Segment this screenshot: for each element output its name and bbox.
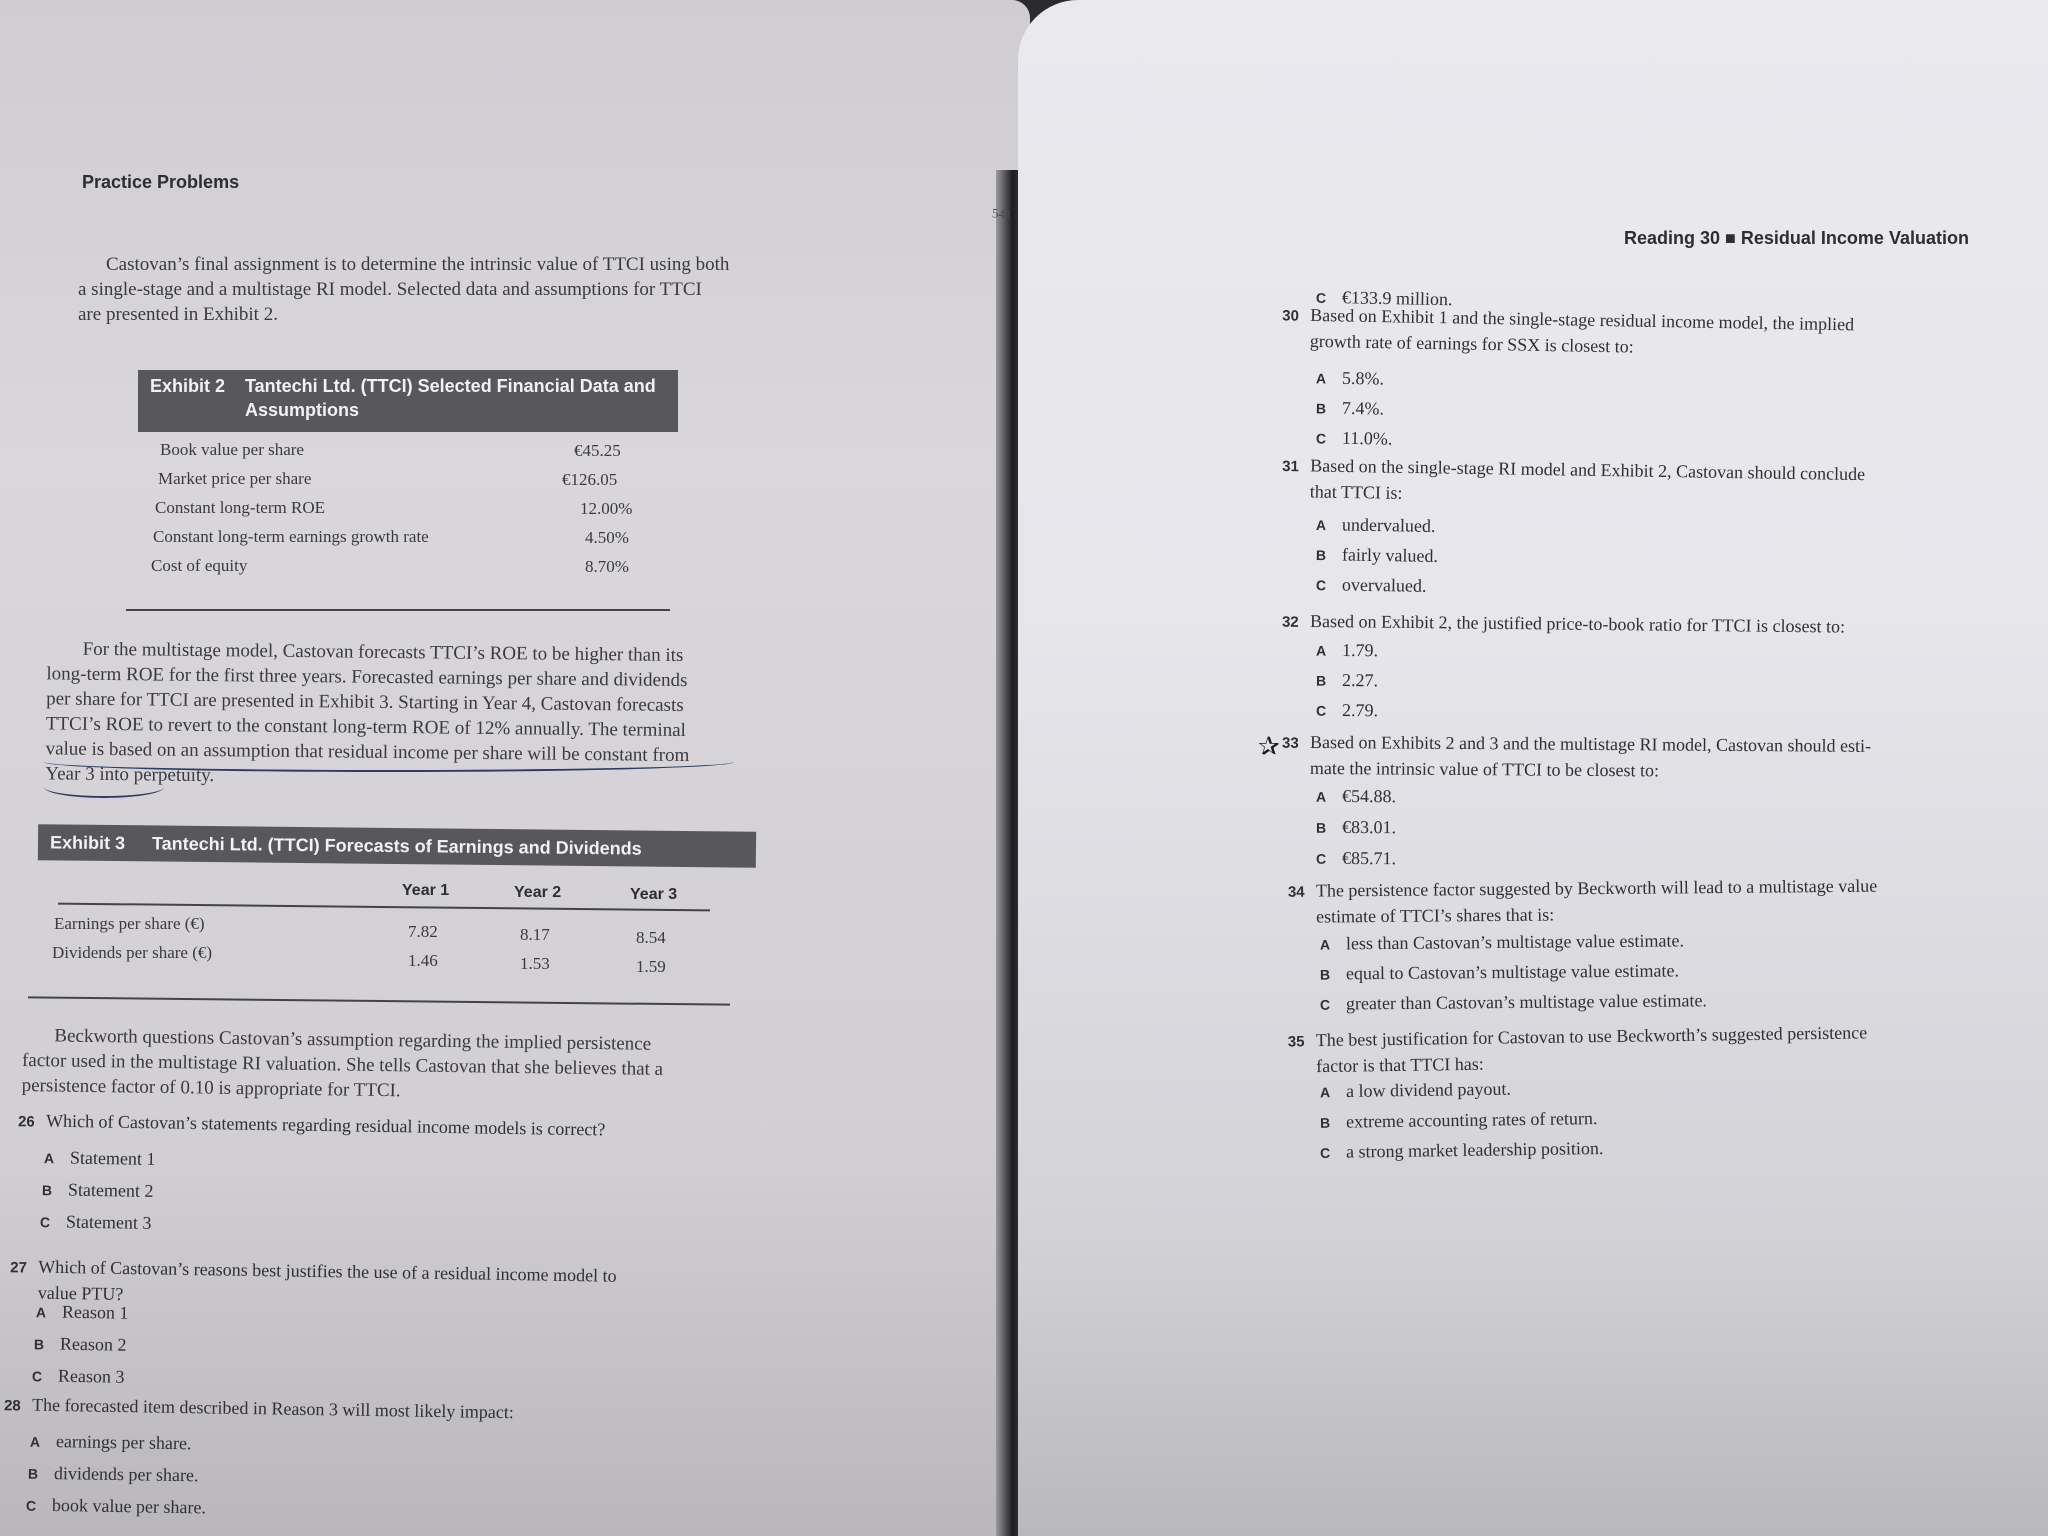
pen-underline-mark — [44, 776, 164, 798]
question-text-line: that TTCI is: — [1309, 481, 1403, 503]
running-head-left: Practice Problems — [82, 172, 240, 192]
exhibit-2-row-label: Book value per share — [160, 440, 304, 459]
option-letter: B — [1315, 400, 1327, 417]
answer-option — [1316, 848, 1396, 870]
question — [4, 1392, 744, 1430]
exhibit-2-row-value: 12.00% — [580, 499, 633, 518]
question-text-line: factor is that TTCI has: — [1316, 1053, 1484, 1077]
answer-option — [1320, 1138, 1604, 1163]
option-letter: A — [29, 1433, 41, 1450]
beckworth-line: factor used in the multistage RI valuation. She tells Castovan that she believes that a — [21, 1049, 664, 1080]
question-text-line: estimate of TTCI’s shares that is: — [1316, 904, 1555, 927]
option-letter: A — [1315, 642, 1327, 659]
question-number: 28 — [3, 1397, 21, 1415]
answer-option — [34, 1333, 127, 1355]
exhibit-3-title-bar — [38, 824, 756, 868]
option-letter: C — [1315, 577, 1327, 594]
answer-option — [1316, 367, 1384, 389]
option-letter: A — [1315, 788, 1327, 805]
exhibit-3-cell: 1.46 — [408, 951, 438, 970]
option-letter: C — [1319, 1144, 1331, 1161]
question-number: 27 — [10, 1259, 28, 1277]
question-number: 26 — [17, 1113, 35, 1131]
option-text: greater than Castovan’s multistage value estimate. — [1345, 990, 1707, 1014]
exhibit-3-label: Exhibit 3 — [49, 832, 126, 854]
intro-line: a single-stage and a multistage RI model. Selected data and assumptions for TTCI — [78, 279, 702, 300]
option-letter: B — [1315, 547, 1327, 564]
intro-paragraph — [78, 252, 798, 327]
option-letter: B — [41, 1182, 53, 1199]
option-text: €54.88. — [1341, 785, 1397, 807]
question-text-line: The persistence factor suggested by Beckworth will lead to a multistage value — [1315, 875, 1878, 901]
multistage-line: value is based on an assumption that residual income per share will be constant from — [45, 738, 690, 767]
option-letter: A — [1315, 370, 1327, 387]
intro-line: are presented in Exhibit 2. — [78, 304, 278, 325]
option-letter: B — [1315, 672, 1327, 689]
answer-option — [1316, 397, 1384, 419]
question — [18, 1108, 758, 1146]
option-text: 1.79. — [1341, 639, 1379, 661]
option-letter: B — [1315, 819, 1327, 836]
exhibit-3-cell: 1.53 — [520, 954, 550, 973]
exhibit-2-row-label: Constant long-term earnings growth rate — [153, 527, 429, 546]
exhibit-2-row-label: Cost of equity — [151, 556, 248, 575]
answer-option — [44, 1147, 156, 1170]
answer-option — [1316, 514, 1436, 537]
star-mark-icon: ✰ — [1258, 732, 1280, 762]
exhibit-3-header-rule — [58, 903, 710, 912]
question — [1282, 730, 1922, 784]
option-text: a strong market leadership position. — [1345, 1138, 1604, 1162]
answer-option — [28, 1463, 199, 1487]
option-letter: B — [27, 1465, 39, 1482]
option-text: equal to Castovan’s multistage value estimate. — [1345, 960, 1679, 984]
exhibit-2-label: Exhibit 2 — [150, 376, 226, 396]
option-text: 11.0%. — [1341, 427, 1393, 449]
exhibit-3-column-header: Year 2 — [514, 884, 562, 901]
beckworth-line: persistence factor of 0.10 is appropriate for TTCI. — [21, 1074, 401, 1102]
option-text: Reason 3 — [57, 1365, 125, 1387]
exhibit-3-cell: 7.82 — [408, 922, 438, 941]
question-text-line: Based on Exhibits 2 and 3 and the multistage RI model, Castovan should esti- — [1310, 731, 1872, 756]
option-text: Statement 3 — [65, 1211, 152, 1233]
exhibit-3-column-header: Year 1 — [402, 882, 450, 899]
answer-option — [1316, 544, 1438, 567]
option-text: 2.27. — [1341, 669, 1379, 691]
question-text-line: Which of Castovan’s reasons best justifies the use of a residual income model to — [38, 1256, 617, 1286]
exhibit-2-row-label: Constant long-term ROE — [155, 498, 325, 517]
option-letter: A — [35, 1304, 47, 1321]
option-letter: C — [1315, 430, 1327, 447]
exhibit-3-row-label: Dividends per share (€) — [52, 943, 213, 962]
exhibit-2-row-value: 8.70% — [585, 557, 629, 576]
option-text: Reason 1 — [61, 1301, 129, 1323]
option-text: Reason 2 — [59, 1333, 127, 1355]
option-letter: B — [1319, 966, 1331, 983]
question-text-line: Based on Exhibit 2, the justified price-to-book ratio for TTCI is closest to: — [1309, 610, 1846, 637]
pen-underline-mark — [44, 752, 734, 772]
exhibit-2-title-bar — [138, 370, 678, 432]
multistage-line: Year 3 into perpetuity. — [45, 763, 215, 787]
answer-option — [26, 1495, 206, 1519]
question-text-line: growth rate of earnings for SSX is closest to: — [1309, 330, 1634, 357]
multistage-line: long-term ROE for the first three years. Forecasted earnings per share and dividends — [46, 663, 688, 692]
question-text-line: Based on Exhibit 1 and the single-stage residual income model, the implied — [1310, 304, 1855, 335]
option-text: €85.71. — [1341, 847, 1397, 869]
option-letter: C — [1315, 702, 1327, 719]
answer-option — [32, 1365, 125, 1387]
answer-option — [1316, 786, 1396, 808]
exhibit-2-row-value: €126.05 — [562, 470, 618, 489]
question-number: 33 — [1282, 734, 1299, 752]
question-text-line: The best justification for Castovan to use Beckworth’s suggested persistence — [1315, 1022, 1868, 1051]
beckworth-line: Beckworth questions Castovan’s assumption regarding the implied persistence — [54, 1025, 652, 1055]
question-number: 35 — [1287, 1033, 1305, 1051]
answer-option — [1316, 640, 1378, 662]
question-text-line: Based on the single-stage RI model and Exhibit 2, Castovan should conclude — [1310, 455, 1866, 485]
option-letter: A — [1319, 1084, 1331, 1101]
option-letter: C — [25, 1497, 37, 1514]
answer-option — [1320, 990, 1707, 1014]
option-text: a low dividend payout. — [1345, 1078, 1512, 1101]
running-head-right: Reading 30 ■ Residual Income Valuation — [1624, 228, 1969, 248]
option-letter: C — [1319, 996, 1331, 1013]
answer-option — [1316, 574, 1427, 597]
option-text: 5.8%. — [1341, 367, 1385, 389]
option-text: undervalued. — [1341, 514, 1436, 536]
question-number: 30 — [1282, 307, 1300, 325]
option-letter: C — [1315, 289, 1327, 306]
answer-option — [1320, 960, 1679, 984]
answer-option — [40, 1211, 152, 1234]
option-text: €83.01. — [1341, 816, 1397, 838]
question-number: 31 — [1282, 457, 1300, 476]
exhibit-2-title-line2: Assumptions — [245, 400, 360, 420]
exhibit-2-row-value: €45.25 — [574, 441, 621, 460]
question — [1288, 873, 1928, 929]
option-letter: A — [1319, 936, 1331, 953]
exhibit-2-row-value: 4.50% — [585, 528, 629, 547]
question — [1288, 1020, 1929, 1079]
option-text: Statement 1 — [69, 1147, 156, 1169]
answer-option — [1316, 817, 1396, 839]
question-text-line: mate the intrinsic value of TTCI to be closest to: — [1309, 757, 1660, 781]
question-text-line: The forecasted item described in Reason 3 will most likely impact: — [31, 1394, 515, 1423]
option-letter: B — [1319, 1114, 1331, 1131]
intro-line: Castovan’s final assignment is to determine the intrinsic value of TTCI using both — [106, 254, 730, 275]
question-number: 34 — [1287, 883, 1305, 901]
option-letter: B — [33, 1336, 45, 1353]
option-letter: C — [39, 1214, 51, 1231]
option-letter: C — [31, 1368, 43, 1385]
answer-option — [36, 1301, 129, 1323]
exhibit-3-row-label: Earnings per share (€) — [54, 914, 205, 933]
right-page — [1018, 0, 2048, 1536]
question — [1282, 453, 1923, 513]
option-letter: A — [43, 1150, 55, 1167]
question-text-line: Which of Castovan’s statements regarding residual income models is correct? — [45, 1110, 606, 1140]
exhibit-3-cell: 8.54 — [636, 928, 666, 947]
question — [1282, 302, 1923, 363]
option-letter: C — [1315, 850, 1327, 867]
option-text: fairly valued. — [1341, 544, 1439, 566]
question — [1282, 609, 1922, 642]
option-text: overvalued. — [1341, 574, 1427, 596]
option-text: Statement 2 — [67, 1179, 154, 1201]
option-text: 7.4%. — [1341, 397, 1385, 419]
exhibit-3-column-header: Year 3 — [630, 886, 678, 903]
exhibit-3-title: Tantechi Ltd. (TTCI) Forecasts of Earnings and Dividends — [151, 833, 642, 859]
exhibit-3-cell: 8.17 — [520, 925, 550, 944]
multistage-line: TTCI’s ROE to revert to the constant long-term ROE of 12% annually. The terminal — [45, 713, 687, 742]
answer-option — [1316, 700, 1378, 722]
option-text: earnings per share. — [55, 1431, 192, 1454]
question-number: 32 — [1281, 613, 1299, 631]
option-text: book value per share. — [51, 1494, 207, 1518]
option-text: €133.9 million. — [1341, 287, 1453, 310]
multistage-line: per share for TTCI are presented in Exhibit 3. Starting in Year 4, Castovan forecasts — [46, 688, 684, 717]
exhibit-2-title: Tantechi Ltd. (TTCI) Selected Financial Data and — [245, 376, 656, 396]
exhibit-3-bottom-rule — [28, 996, 730, 1005]
option-text: less than Castovan’s multistage value estimate. — [1345, 930, 1685, 954]
option-text: 2.79. — [1341, 699, 1379, 721]
answer-option — [30, 1431, 192, 1455]
answer-option — [1320, 1079, 1511, 1103]
exhibit-3-cell: 1.59 — [636, 957, 666, 976]
answer-option — [1316, 670, 1378, 692]
beckworth-paragraph — [22, 1023, 743, 1108]
answer-option — [42, 1179, 154, 1202]
option-letter: A — [1315, 517, 1327, 534]
exhibit-2-row-label: Market price per share — [158, 469, 312, 488]
question-text-line: value PTU? — [37, 1282, 124, 1304]
option-text: dividends per share. — [53, 1463, 199, 1486]
exhibit-2-bottom-rule — [126, 609, 670, 611]
multistage-line: For the multistage model, Castovan forecasts TTCI’s ROE to be higher than its — [82, 638, 684, 667]
answer-option — [1320, 930, 1684, 954]
option-text: extreme accounting rates of return. — [1345, 1108, 1598, 1132]
answer-option — [1316, 427, 1393, 449]
answer-option — [1320, 1108, 1598, 1133]
page-number-left: 541 — [991, 205, 1013, 222]
